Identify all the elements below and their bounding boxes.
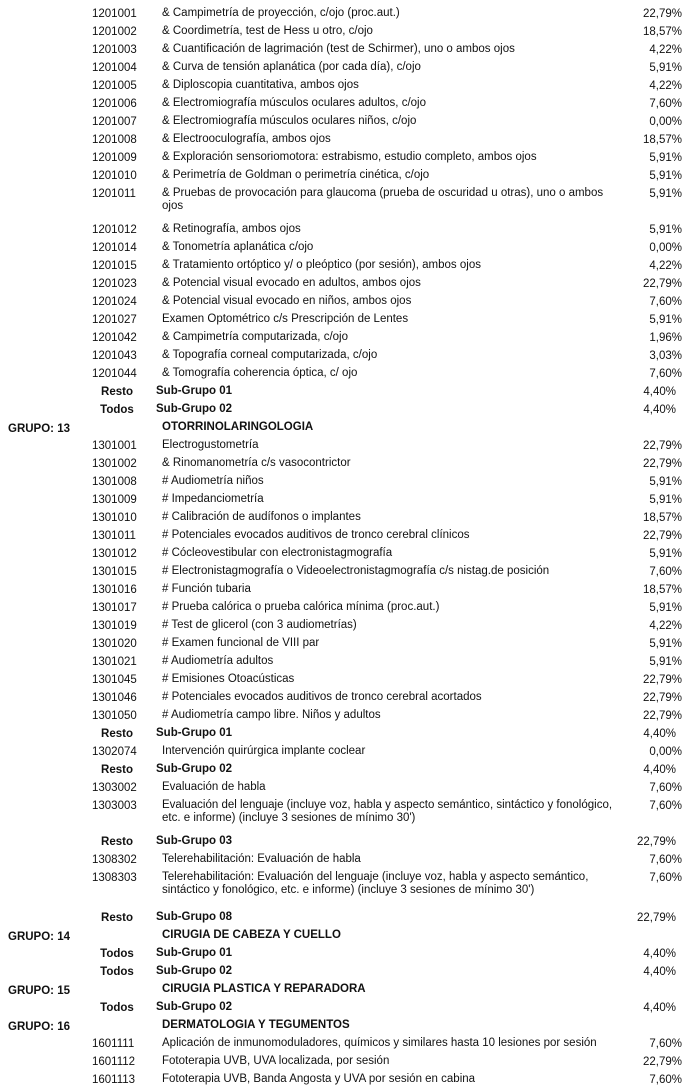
percentage-cell: 7,60% [649,854,682,866]
table-row [0,653,700,671]
percentage-cell: 18,57% [642,26,682,38]
description-cell: Sub-Grupo 02 [156,965,233,977]
description-cell: Electrogustometría [162,439,259,451]
percentage-cell: 5,91% [649,188,682,200]
code-cell: 1201024 [92,296,137,308]
code-cell: 1301016 [92,584,137,596]
code-cell: 1201012 [92,224,137,236]
subgroup-row [0,383,700,401]
group-title: CIRUGIA DE CABEZA Y CUELLO [162,929,341,941]
description-cell: # Emisiones Otoacústicas [162,673,295,685]
table-row [0,581,700,599]
code-cell: 1301021 [92,656,137,668]
percentage-cell: 4,40% [643,1002,676,1014]
table-row [0,563,700,581]
table-row [0,617,700,635]
code-cell: 1201027 [92,314,137,326]
code-cell: 1201008 [92,134,137,146]
code-cell: 1201002 [92,26,137,38]
group-label: GRUPO: 16 [8,1021,70,1033]
group-header-row [0,419,700,437]
percentage-cell: 4,40% [643,728,676,740]
code-cell: 1301015 [92,566,137,578]
description-cell: Evaluación del lenguaje (incluye voz, habla y aspecto semántico, sintáctico y fonológico, etc. e informe) (incluye 3 sesiones de mínimo 30') [162,799,613,824]
table-row [0,689,700,707]
description-cell: & Tonometría aplanática c/ojo [162,241,314,253]
description-cell: Sub-Grupo 08 [156,911,233,923]
description-cell: Sub-Grupo 01 [156,947,233,959]
code-cell: Todos [100,404,134,416]
description-cell: # Audiometría adultos [162,655,274,667]
group-header-row [0,981,700,999]
table-row [0,869,700,905]
code-cell: Todos [100,966,134,978]
description-cell: # Potenciales evocados auditivos de tronco cerebral acortados [162,691,482,703]
code-cell: 1201043 [92,350,137,362]
description-cell: # Impedanciometría [162,493,264,505]
code-cell: 1302074 [92,746,137,758]
code-cell: 1201003 [92,44,137,56]
table-row [0,329,700,347]
subgroup-row [0,761,700,779]
percentage-cell: 4,40% [643,764,676,776]
description-cell: # Potenciales evocados auditivos de tronco cerebral clínicos [162,529,470,541]
group-label: GRUPO: 13 [8,423,70,435]
table-row [0,797,700,833]
code-cell: 1301017 [92,602,137,614]
subgroup-row [0,725,700,743]
percentage-cell: 4,40% [643,386,676,398]
description-cell: & Cuantificación de lagrimación (test de Schirmer), uno o ambos ojos [162,43,515,55]
code-cell: 1601112 [92,1056,136,1068]
description-cell: & Electromiografía músculos oculares adultos, c/ojo [162,97,426,109]
description-cell: Fototerapia UVB, Banda Angosta y UVA por sesión en cabina [162,1073,476,1085]
group-label: GRUPO: 14 [8,931,70,943]
table-row [0,257,700,275]
percentage-cell: 5,91% [649,602,682,614]
group-title: CIRUGIA PLASTICA Y REPARADORA [162,983,366,995]
percentage-cell: 5,91% [649,638,682,650]
table-row [0,365,700,383]
percentage-cell: 5,91% [649,62,682,74]
description-cell: Sub-Grupo 01 [156,385,233,397]
code-cell: Todos [100,1002,134,1014]
percentage-cell: 0,00% [649,746,682,758]
percentage-cell: 7,60% [649,296,682,308]
description-cell: & Coordimetría, test de Hess u otro, c/ojo [162,25,373,37]
table-row [0,293,700,311]
code-cell: 1303003 [92,800,137,812]
percentage-cell: 7,60% [649,800,682,812]
code-cell: Resto [101,386,133,398]
description-cell: Sub-Grupo 02 [156,763,233,775]
percentage-cell: 22,79% [642,8,682,20]
table-row [0,95,700,113]
code-cell: 1301009 [92,494,137,506]
code-cell: 1201044 [92,368,137,380]
percentage-cell: 5,91% [649,152,682,164]
table-row [0,635,700,653]
code-cell: 1301002 [92,458,137,470]
subgroup-row [0,833,700,851]
percentage-cell: 22,79% [642,458,682,470]
group-header-row [0,1017,700,1035]
description-cell: & Potencial visual evocado en adultos, ambos ojos [162,277,421,289]
table-row [0,455,700,473]
description-cell: Evaluación de habla [162,781,266,793]
description-cell: & Electromiografía músculos oculares niños, c/ojo [162,115,417,127]
table-row [0,23,700,41]
table-row [0,167,700,185]
description-cell: # Electronistagmografía o Videoelectronistagmografía c/s nistag.de posición [162,565,550,577]
description-cell: & Potencial visual evocado en niños, ambos ojos [162,295,412,307]
code-cell: 1201011 [92,188,136,200]
table-row [0,779,700,797]
description-cell: & Rinomanometría c/s vasocontrictor [162,457,351,469]
percentage-cell: 5,91% [649,314,682,326]
subgroup-row [0,963,700,981]
code-cell: 1301019 [92,620,137,632]
percentage-cell: 4,40% [643,948,676,960]
code-cell: 1601113 [92,1074,136,1086]
percentage-cell: 22,79% [642,674,682,686]
description-cell: Telerehabilitación: Evaluación de habla [162,853,361,865]
description-cell: Telerehabilitación: Evaluación del lenguaje (incluye voz, habla y aspecto semántico, sintáctico y fonológico, etc. e informe) (incluye 3 sesiones de mínimo 30') [162,871,589,896]
description-cell: & Campimetría de proyección, c/ojo (proc.aut.) [162,7,400,19]
description-cell: # Examen funcional de VIII par [162,637,320,649]
code-cell: Resto [101,728,133,740]
percentage-cell: 1,96% [649,332,682,344]
code-cell: 1201009 [92,152,137,164]
description-cell: Fototerapia UVB, UVA localizada, por sesión [162,1055,390,1067]
code-cell: Resto [101,912,133,924]
percentage-cell: 22,79% [642,1056,682,1068]
percentage-cell: 5,91% [649,656,682,668]
percentage-cell: 7,60% [649,1038,682,1050]
table-row [0,113,700,131]
percentage-cell: 22,79% [642,710,682,722]
code-cell: 1201014 [92,242,137,254]
code-cell: 1201004 [92,62,137,74]
description-cell: Aplicación de inmunomoduladores, químicos y similares hasta 10 lesiones por sesión [162,1037,597,1049]
table-row [0,527,700,545]
percentage-cell: 4,40% [643,404,676,416]
percentage-cell: 7,60% [649,782,682,794]
percentage-cell: 7,60% [649,1074,682,1086]
description-cell: # Prueba calórica o prueba calórica mínima (proc.aut.) [162,601,440,613]
description-cell: & Exploración sensoriomotora: estrabismo, estudio completo, ambos ojos [162,151,537,163]
percentage-cell: 3,03% [649,350,682,362]
code-cell: 1201010 [92,170,137,182]
table-row [0,491,700,509]
description-cell: # Cócleovestibular con electronistagmografía [162,547,393,559]
percentage-cell: 22,79% [636,836,676,848]
table-row [0,509,700,527]
group-title: OTORRINOLARINGOLOGIA [162,421,314,433]
code-cell: 1301045 [92,674,137,686]
percentage-cell: 0,00% [649,242,682,254]
table-row [0,275,700,293]
table-row [0,131,700,149]
percentage-cell: 4,22% [649,260,682,272]
table-row [0,5,700,23]
table-row [0,545,700,563]
percentage-cell: 5,91% [649,548,682,560]
code-cell: 1201006 [92,98,137,110]
description-cell: & Tratamiento ortóptico y/ o pleóptico (por sesión), ambos ojos [162,259,481,271]
percentage-cell: 4,22% [649,44,682,56]
percentage-cell: 22,79% [642,278,682,290]
subgroup-row [0,945,700,963]
description-cell: # Audiometría niños [162,475,264,487]
code-cell: Resto [101,764,133,776]
percentage-cell: 4,22% [649,620,682,632]
table-row [0,1035,700,1053]
group-label: GRUPO: 15 [8,985,70,997]
table-row [0,221,700,239]
table-row [0,347,700,365]
code-cell: 1301008 [92,476,137,488]
percentage-cell: 22,79% [642,530,682,542]
description-cell: # Calibración de audífonos o implantes [162,511,361,523]
code-cell: 1201023 [92,278,137,290]
percentage-cell: 0,00% [649,116,682,128]
description-cell: & Pruebas de provocación para glaucoma (prueba de oscuridad u otras), uno o ambos ojos [162,187,604,212]
code-cell: 1301050 [92,710,137,722]
description-cell: Intervención quirúrgica implante coclear [162,745,366,757]
description-cell: Examen Optométrico c/s Prescripción de Lentes [162,313,409,325]
description-cell: & Tomografía coherencia óptica, c/ ojo [162,367,358,379]
code-cell: 1301011 [92,530,136,542]
table-row [0,77,700,95]
table-row [0,671,700,689]
subgroup-row [0,999,700,1017]
percentage-cell: 4,40% [643,966,676,978]
description-cell: # Audiometría campo libre. Niños y adultos [162,709,381,721]
description-cell: Sub-Grupo 03 [156,835,233,847]
table-row [0,437,700,455]
code-cell: 1201001 [92,8,137,20]
table-row [0,851,700,869]
percentage-cell: 7,60% [649,872,682,884]
code-cell: 1201005 [92,80,137,92]
table-row [0,473,700,491]
code-cell: 1601111 [92,1038,135,1050]
code-cell: 1301001 [92,440,137,452]
code-cell: 1201042 [92,332,137,344]
percentage-cell: 5,91% [649,494,682,506]
description-cell: & Perimetría de Goldman o perimetría cinética, c/ojo [162,169,430,181]
description-cell: & Campimetría computarizada, c/ojo [162,331,348,343]
subgroup-row [0,909,700,927]
code-cell: 1301046 [92,692,137,704]
percentage-cell: 22,79% [642,440,682,452]
description-cell: & Retinografía, ambos ojos [162,223,301,235]
subgroup-row [0,401,700,419]
percentage-cell: 5,91% [649,170,682,182]
code-cell: 1303002 [92,782,137,794]
percentage-cell: 4,22% [649,80,682,92]
table-row [0,149,700,167]
table-row [0,707,700,725]
percentage-cell: 22,79% [642,692,682,704]
description-cell: & Diploscopia cuantitativa, ambos ojos [162,79,359,91]
code-cell: 1301010 [92,512,137,524]
table-row [0,1053,700,1071]
description-cell: Sub-Grupo 02 [156,403,233,415]
code-cell: 1308303 [92,872,137,884]
table-row [0,59,700,77]
description-cell: # Test de glicerol (con 3 audiometrías) [162,619,357,631]
percentage-cell: 7,60% [649,566,682,578]
percentage-cell: 18,57% [642,584,682,596]
table-row [0,185,700,221]
code-cell: Resto [101,836,133,848]
table-row [0,239,700,257]
percentage-cell: 18,57% [642,134,682,146]
percentage-cell: 5,91% [649,476,682,488]
percentage-cell: 22,79% [636,912,676,924]
table-row [0,743,700,761]
code-cell: 1308302 [92,854,137,866]
table-row [0,599,700,617]
percentage-cell: 18,57% [642,512,682,524]
code-cell: 1201007 [92,116,137,128]
description-cell: & Electrooculografía, ambos ojos [162,133,331,145]
percentage-cell: 7,60% [649,98,682,110]
code-cell: Todos [100,948,134,960]
table-row [0,311,700,329]
description-cell: & Topografía corneal computarizada, c/ojo [162,349,378,361]
table-row [0,1071,700,1089]
percentage-cell: 5,91% [649,224,682,236]
description-cell: # Función tubaria [162,583,251,595]
percentage-cell: 7,60% [649,368,682,380]
code-cell: 1301020 [92,638,137,650]
description-cell: Sub-Grupo 01 [156,727,233,739]
code-cell: 1301012 [92,548,137,560]
group-title: DERMATOLOGIA Y TEGUMENTOS [162,1019,350,1031]
code-cell: 1201015 [92,260,137,272]
description-cell: & Curva de tensión aplanática (por cada día), c/ojo [162,61,421,73]
description-cell: Sub-Grupo 02 [156,1001,233,1013]
group-header-row [0,927,700,945]
table-row [0,41,700,59]
